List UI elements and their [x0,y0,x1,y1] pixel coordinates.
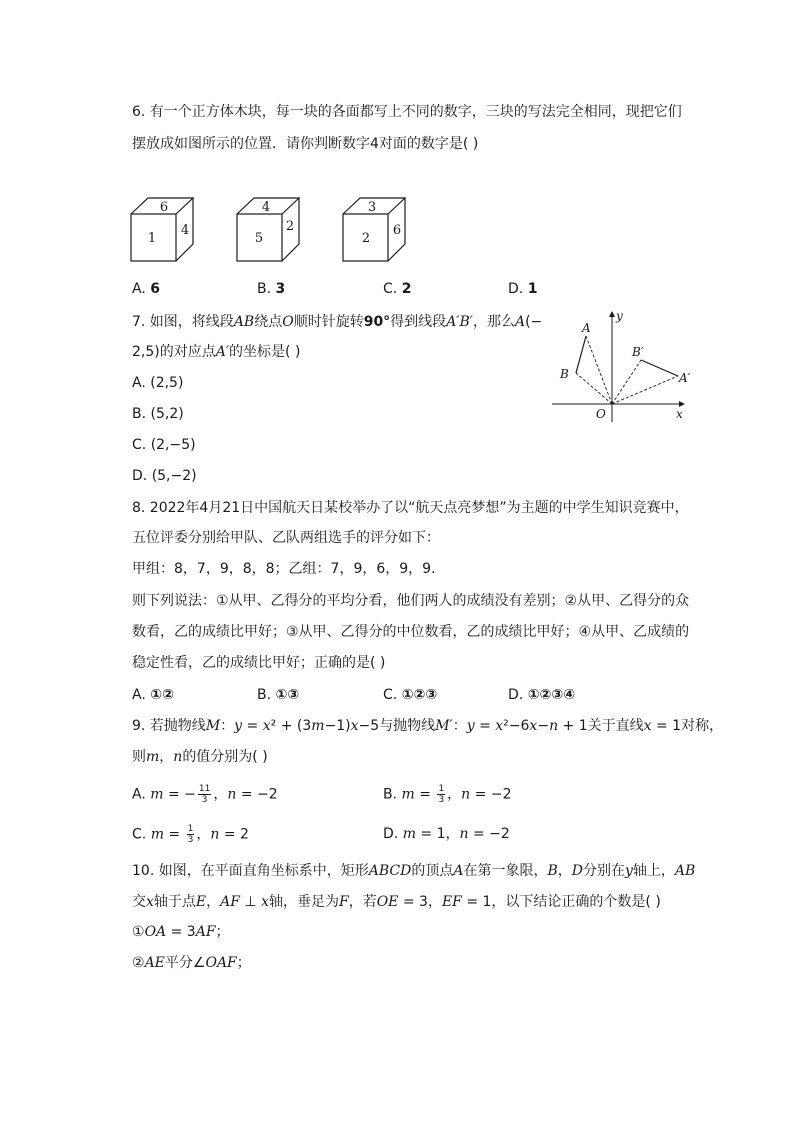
q6-option-b-value: 3 [275,281,286,297]
q9-line-2: 则m，n的值分别为( ) [132,749,268,765]
q6-option-b[interactable] [257,279,285,299]
fig7-b-label: B [560,367,569,381]
fig7-x-label: x [676,407,683,421]
q9-option-c[interactable]: C. m = $\frac{1}{3}$ ，n = 2 [132,824,249,845]
q8-line-3: 甲组：8，7，9，8，8；乙组：7，9，6，9，9． [132,561,446,577]
q8-line-6: 稳定性看，乙的成绩比甲好；正确的是( ) [132,655,386,671]
q6-option-b-label: B. [257,281,272,297]
q7-option-c[interactable]: C. (2,−5) [132,437,196,453]
q6-option-d[interactable] [508,279,537,299]
q6-option-c[interactable] [383,279,411,299]
cube-3-side: 6 [392,223,402,238]
cube-1-front: 1 [147,231,157,246]
q9-option-a[interactable]: A. m = − $\frac{11}{3}$ ，n = −2 [132,784,278,805]
q6-option-d-label: D. [508,281,524,297]
q8-option-a[interactable]: A. ①② [132,687,174,703]
cube-1-top: 6 [159,200,169,215]
fig7-a2-label: A′ [679,371,691,385]
q7-option-d[interactable]: D. (5,−2) [132,468,197,484]
cube-2-top: 4 [261,200,271,215]
q7-option-b[interactable]: B. (5,2) [132,406,184,422]
cube-2-front: 5 [254,231,264,246]
q6-option-a-value: 6 [150,281,160,297]
q9-option-b[interactable]: B. m = $\frac{1}{3}$ ，n = −2 [383,784,512,805]
q10-statement-2: ②AE平分∠OAF； [132,955,251,971]
q6-option-c-value: 2 [401,281,412,297]
q8-line-1: 8. 2022年4月21日中国航天日某校举办了以“航天点亮梦想”为主题的中学生知识竞赛中， [132,500,689,516]
cube-2-side: 2 [285,219,295,234]
q6-option-d-value: 1 [527,281,538,297]
fig7-b2-label: B′ [632,345,644,359]
q8-line-5: 数看，乙的成绩比甲好；③从甲、乙得分的中位数看，乙的成绩比甲好；④从甲、乙成绩的 [132,624,690,640]
q8-option-d[interactable]: D. ①②③④ [508,687,576,703]
fig7-a-label: A [582,321,591,335]
q9-option-c-fraction: $\frac{1}{3}$ [187,824,194,845]
q9-line-1: 9. 若抛物线M：y = x² + (3m−1)x−5与抛物线M′：y = x²−6x−n + 1关于直线x = 1对称， [132,718,724,734]
q10-line-2: 交x轴于点E，AF ⊥ x轴，垂足为F，若OE = 3，EF = 1，以下结论正确的个数是( ) [132,894,661,910]
fig7-origin-label: O [596,407,606,421]
q6-line-1: 6. 有一个正方体木块，每一块的各面都写上不同的数字，三块的写法完全相同，现把它们 [132,104,682,120]
q7-line-2: 2,5)的对应点A′的坐标是( ) [132,344,301,360]
q8-line-2: 五位评委分别给甲队、乙队两组选手的评分如下： [132,530,440,546]
q9-option-a-fraction: $\frac{11}{3}$ [198,784,211,805]
q6-option-c-label: C. [383,281,398,297]
q6-option-a[interactable] [132,279,160,299]
q8-line-4: 则下列说法：①从甲、乙得分的平均分看，他们两人的成绩没有差别；②从甲、乙得分的众 [132,593,690,609]
cube-3-top: 3 [367,200,377,215]
q8-option-b[interactable]: B. ①③ [257,687,300,703]
fig7-y-label: y [616,309,623,323]
q9-option-b-fraction: $\frac{1}{3}$ [438,784,445,805]
cube-1-side: 4 [180,223,190,238]
q7-line-1: 7. 如图，将线段AB绕点O顺时针旋转90°得到线段A′B′，那么A(− [132,314,543,330]
q6-line-2: 摆放成如图所示的位置．请你判断数字4对面的数字是( ) [132,136,479,152]
q10-statement-1: ①OA = 3AF； [132,924,230,940]
q7-rotation-figure [548,306,698,426]
q6-cubes-figure [128,192,448,272]
q6-option-a-label: A. [132,281,146,297]
q7-option-a[interactable]: A. (2,5) [132,375,184,391]
cube-3-front: 2 [361,231,371,246]
q9-option-d[interactable]: D. m = 1，n = −2 [383,826,510,842]
q8-option-c[interactable]: C. ①②③ [383,687,438,703]
q10-line-1: 10. 如图，在平面直角坐标系中，矩形ABCD的顶点A在第一象限，B，D分别在y轴上，AB [132,863,696,879]
